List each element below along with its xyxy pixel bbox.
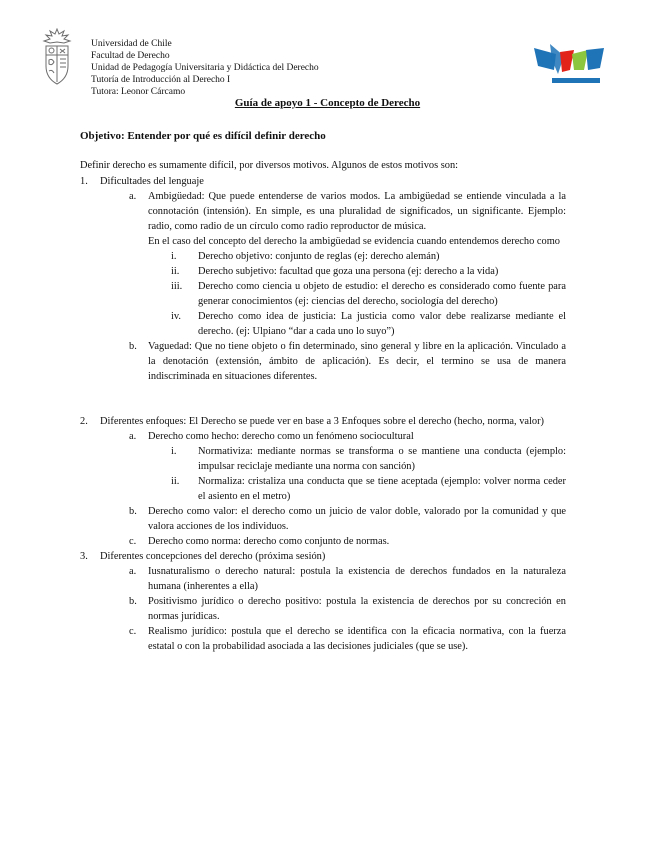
sub-sub-item [80,474,566,504]
sub-item [80,504,566,534]
spacer [80,399,566,414]
list-item [80,549,566,564]
sub-item [80,564,566,594]
sub-sub-item [80,279,566,309]
sub-item-text: Derecho como valor: el derecho como un juicio de valor doble, valorado por la comunidad y que valora acciones de los individuos. [148,506,566,532]
sub-item-text: Derecho como norma: derecho como conjunto de normas. [148,536,390,547]
sub-sub-item [80,264,566,279]
sub-item-letter: a. [129,566,137,577]
intro-paragraph: Definir derecho es sumamente difícil, por diversos motivos. Algunos de estos motivos son: [80,160,459,171]
sub-sub-item-text: Derecho objetivo: conjunto de reglas (ej: derecho alemán) [198,251,440,262]
sub-item-letter: c. [129,536,137,547]
roman-numeral: iii. [171,281,183,292]
document-title: Guía de apoyo 1 - Concepto de Derecho [234,97,421,109]
roman-numeral: ii. [171,266,180,277]
sub-item-continuation: En el caso del concepto del derecho la ambigüedad se evidencia cuando entendemos derecho como [148,236,560,247]
sub-sub-item-text: Derecho como idea de justicia: La justicia como valor debe realizarse mediante el derecho. (ej: Ulpiano “dar a cada uno lo suyo”) [198,311,566,337]
sub-item [80,534,566,549]
sub-item-text: Ambigüedad: Que puede entenderse de varios modos. La ambigüedad se entiende vinculada a la connotación (intensión). En simple, es una pluralidad de significados, un significante. Ejemplo: radio, como radio de un círculo como radio reproductor de música. [148,191,566,232]
university-crest-icon [40,28,74,86]
roman-numeral: i. [171,446,177,457]
sub-item-text: Realismo jurídico: postula que el derecho se identifica con la eficacia normativa, con la fuerza estatal o con la probabilidad asociada a las decisiones judiciales (que se use). [148,626,566,652]
list-item-text: Dificultades del lenguaje [100,176,204,187]
sub-item-letter: b. [129,596,137,607]
sub-item-text: Positivismo jurídico o derecho positivo: postula la existencia de derechos por su concreción en normas jurídicas. [148,596,566,622]
list-number: 1. [80,176,88,187]
sub-sub-item-text: Derecho como ciencia u objeto de estudio: el derecho es considerado como fuente para generar conocimientos (ej: ciencias del derecho, sociología del derecho) [198,281,566,307]
list-item [80,414,566,429]
list-item-text: Diferentes concepciones del derecho (próxima sesión) [100,551,326,562]
sub-item [80,594,566,624]
sub-item-letter: a. [129,191,137,202]
list-number: 2. [80,416,88,427]
sub-item-text: Derecho como hecho: derecho como un fenómeno sociocultural [148,431,414,442]
sub-item-letter: b. [129,506,137,517]
sub-sub-item-text: Normativiza: mediante normas se transforma o se mantiene una conducta (ejemplo: impulsar reciclaje mediante una norma con sanción) [198,446,566,472]
sub-item-text: Vaguedad: Que no tiene objeto o fin determinado, sino general y libre en la aplicación. Vinculado a la denotación (extensión, ámbito de aplicación). Es decir, el termino se usa de manera indiscriminada en situaciones diferentes. [148,341,566,382]
list-number: 3. [80,551,88,562]
sub-sub-item [80,444,566,474]
header-tutoring: Tutoría de Introducción al Derecho I [91,75,231,85]
sub-item-letter: b. [129,341,137,352]
sub-sub-item [80,249,566,264]
document-header [91,38,319,98]
header-unit: Unidad de Pedagogía Universitaria y Didáctica del Derecho [91,63,319,73]
header-faculty: Facultad de Derecho [91,51,170,61]
spacer [80,384,566,399]
document-body [80,158,566,654]
unit-logo-icon [530,40,608,90]
sub-item [80,189,566,234]
roman-numeral: ii. [171,476,180,487]
header-university: Universidad de Chile [91,39,172,49]
roman-numeral: i. [171,251,177,262]
roman-numeral: iv. [171,311,182,322]
objective-heading: Objetivo: Entender por qué es difícil definir derecho [80,130,326,142]
sub-item [80,624,566,654]
sub-sub-item-text: Derecho subjetivo: facultad que goza una persona (ej: derecho a la vida) [198,266,499,277]
sub-item [80,429,566,444]
sub-item [80,339,566,384]
sub-item-letter: a. [129,431,137,442]
header-tutor: Tutora: Leonor Cárcamo [91,87,186,97]
sub-sub-item [80,309,566,339]
sub-sub-item-text: Normaliza: cristaliza una conducta que se tiene aceptada (ejemplo: volver norma ceder el asiento en el metro) [198,476,566,502]
sub-item-text: Iusnaturalismo o derecho natural: postula la existencia de derechos fundados en la naturaleza humana (inherentes a ella) [148,566,566,592]
list-item-text: Diferentes enfoques: El Derecho se puede ver en base a 3 Enfoques sobre el derecho (hecho, norma, valor) [100,416,545,427]
sub-item-letter: c. [129,626,137,637]
list-item [80,174,566,189]
